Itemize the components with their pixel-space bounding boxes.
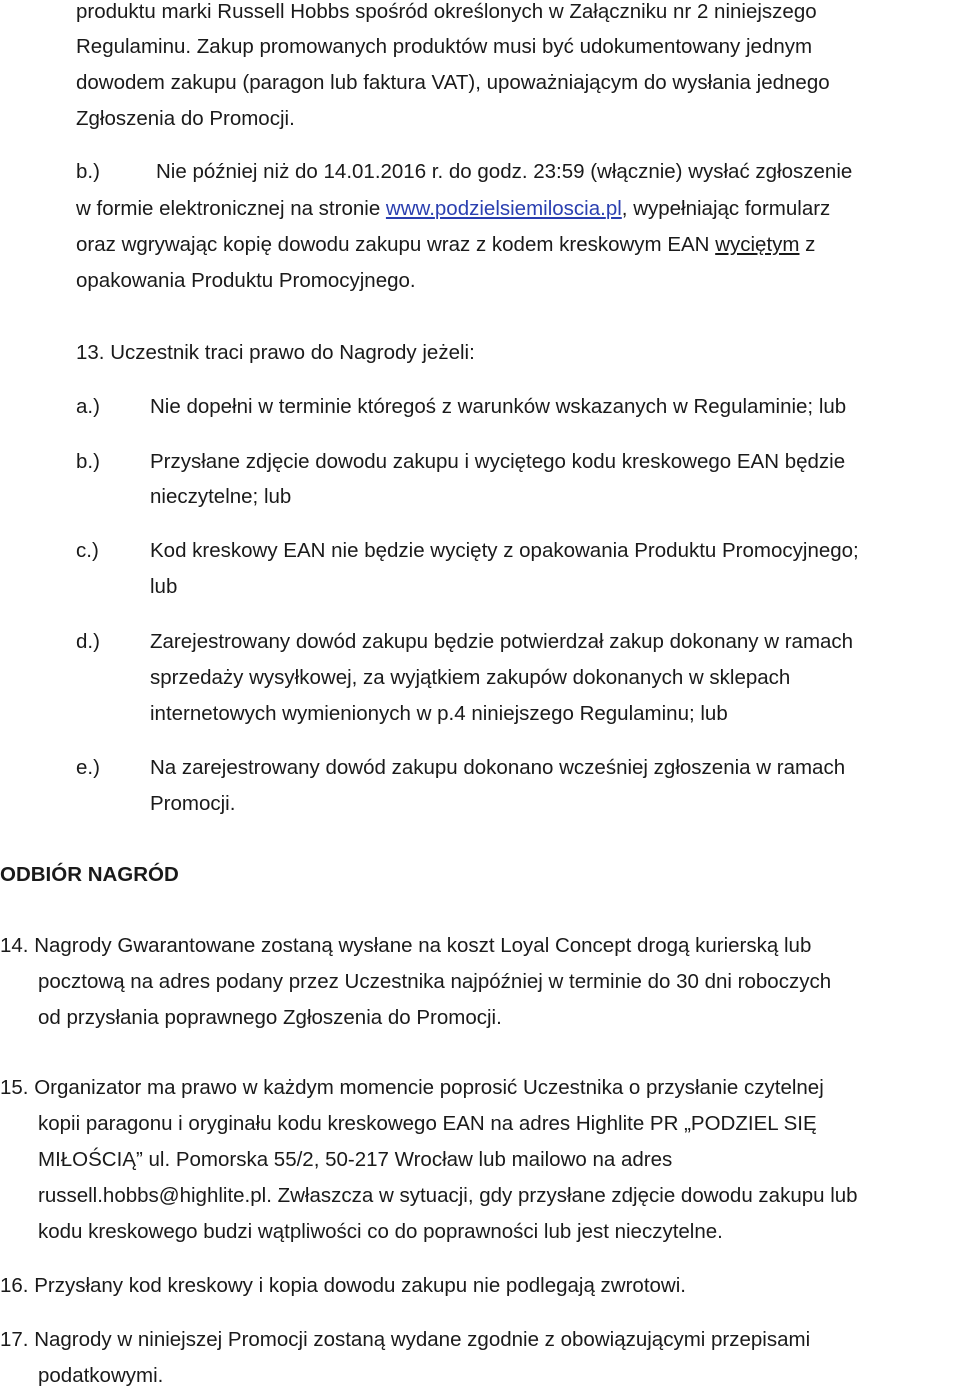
section-15-line: russell.hobbs@highlite.pl. Zwłaszcza w sytuacji, gdy przysłane zdjęcie dowodu zakupu lub (38, 1184, 858, 1207)
link-part: pl (605, 197, 622, 220)
section-16: 16. Przysłany kod kreskowy i kopia dowodu zakupu nie podlegają zwrotowi. (0, 1274, 686, 1297)
intro-line: produktu marki Russell Hobbs spośród określonych w Załączniku nr 2 niniejszego (76, 0, 817, 23)
intro-line: Zgłoszenia do Promocji. (76, 107, 295, 130)
list-item-line: lub (150, 575, 178, 598)
item-b-text: oraz wgrywając kopię dowodu zakupu wraz z kodem kreskowym EAN (76, 233, 716, 256)
section-14-line: od przysłania poprawnego Zgłoszenia do Promocji. (38, 1006, 502, 1029)
website-link[interactable] (386, 197, 622, 220)
item-b-line: Nie później niż do 14.01.2016 r. do godz. 23:59 (włącznie) wysłać zgłoszenie (156, 160, 853, 183)
section-17-line: 17. Nagrody w niniejszej Promocji zostaną wydane zgodnie z obowiązującymi przepisami (0, 1328, 811, 1351)
section-14-line: pocztową na adres podany przez Uczestnika najpóźniej w terminie do 30 dni roboczych (38, 970, 832, 993)
list-item-line: nieczytelne; lub (150, 485, 292, 508)
list-item-label: b.) (76, 450, 100, 473)
item-b-text: w formie elektronicznej na stronie (76, 197, 386, 220)
underlined-word: wyciętym (715, 233, 800, 256)
list-item-label: e.) (76, 756, 100, 779)
section-15-line: kopii paragonu i oryginału kodu kreskowego EAN na adres Highlite PR „PODZIEL SIĘ (38, 1112, 817, 1135)
link-part: www. (385, 197, 435, 220)
list-item-line: Kod kreskowy EAN nie będzie wycięty z opakowania Produktu Promocyjnego; (150, 539, 859, 562)
item-b-line (76, 191, 830, 227)
list-item-label: a.) (76, 395, 100, 418)
section-heading-odbior: ODBIÓR NAGRÓD (0, 863, 179, 886)
section-13-heading: 13. Uczestnik traci prawo do Nagrody jeżeli: (76, 341, 475, 364)
list-item-line: Przysłane zdjęcie dowodu zakupu i wyciętego kodu kreskowego EAN będzie (150, 450, 846, 473)
item-b-line: opakowania Produktu Promocyjnego. (76, 269, 416, 292)
item-b-text: , wypełniając formularz (621, 197, 831, 220)
list-item-line: internetowych wymienionych w p.4 niniejszego Regulaminu; lub (150, 702, 728, 725)
section-17-line: podatkowymi. (38, 1364, 164, 1387)
section-15-line: MIŁOŚCIĄ” ul. Pomorska 55/2, 50-217 Wrocław lub mailowo na adres (38, 1148, 673, 1171)
list-item-label: c.) (76, 539, 99, 562)
list-item-line: sprzedaży wysyłkowej, za wyjątkiem zakupów dokonanych w sklepach (150, 666, 791, 689)
item-b-line (76, 227, 815, 263)
item-b-text: z (799, 233, 816, 256)
list-item-line: Zarejestrowany dowód zakupu będzie potwierdzał zakup dokonany w ramach (150, 630, 854, 653)
intro-line: dowodem zakupu (paragon lub faktura VAT), upoważniającym do wysłania jednego (76, 71, 830, 94)
section-15-line: kodu kreskowego budzi wątpliwości co do poprawności lub jest nieczytelne. (38, 1220, 723, 1243)
link-part: podzielsiemiloscia. (434, 197, 606, 220)
list-item-line: Promocji. (150, 792, 236, 815)
item-b-label: b.) (76, 160, 100, 183)
section-14-line: 14. Nagrody Gwarantowane zostaną wysłane na koszt Loyal Concept drogą kurierską lub (0, 934, 812, 957)
intro-line: Regulaminu. Zakup promowanych produktów musi być udokumentowany jednym (76, 35, 813, 58)
section-15-line: 15. Organizator ma prawo w każdym momencie poprosić Uczestnika o przysłanie czytelnej (0, 1076, 824, 1099)
list-item-label: d.) (76, 630, 100, 653)
list-item-line: Nie dopełni w terminie któregoś z warunków wskazanych w Regulaminie; lub (150, 395, 847, 418)
list-item-line: Na zarejestrowany dowód zakupu dokonano wcześniej zgłoszenia w ramach (150, 756, 846, 779)
